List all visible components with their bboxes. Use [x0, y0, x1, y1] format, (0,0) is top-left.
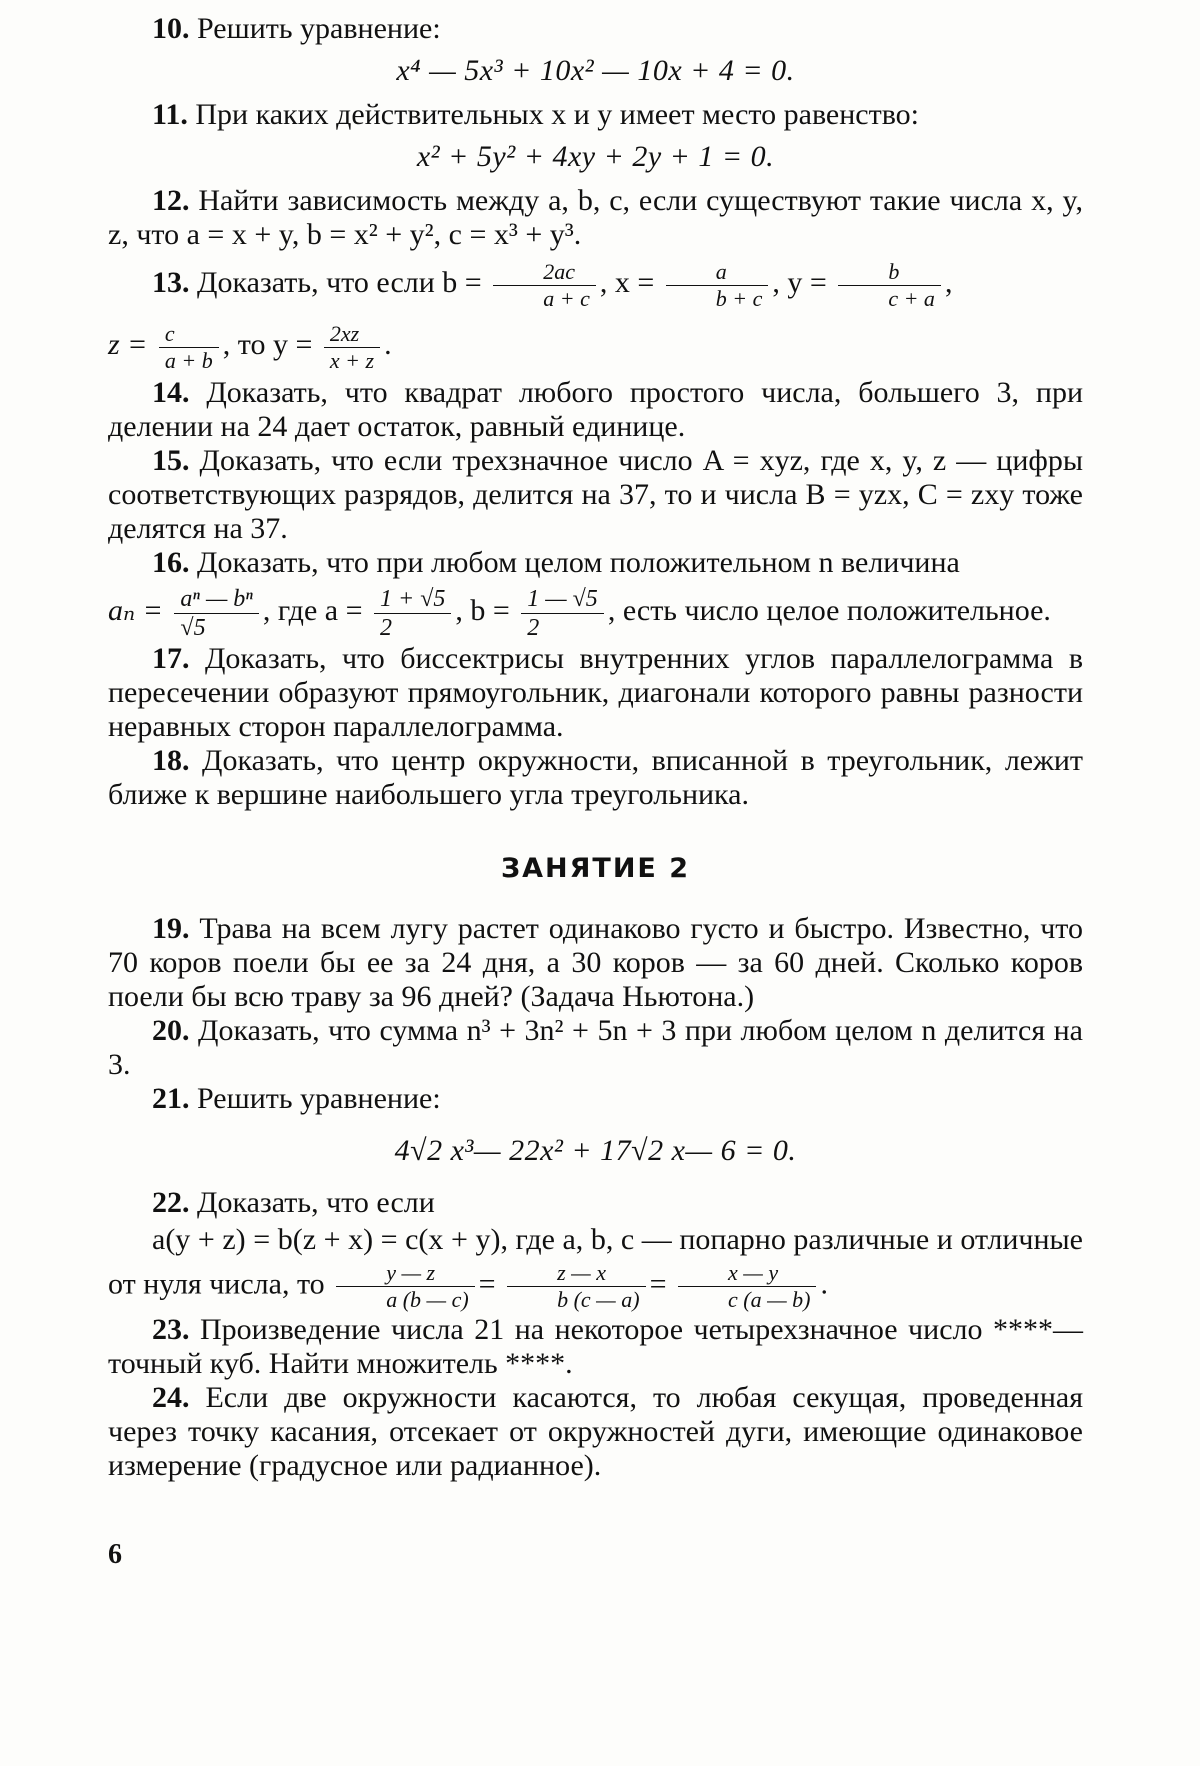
math-text: aₙ = — [108, 594, 163, 627]
problem-text: a(y + z) = b(z + x) = c(x + y), где a, b, c — попарно различные и отличные от нуля числа, то — [108, 1223, 1083, 1301]
problem-number: 19. — [152, 912, 190, 945]
problem-16 — [108, 546, 1083, 580]
problem-text: Доказать, что квадрат любого простого числа, большего 3, при делении на 24 дает остаток, равный единице. — [108, 376, 1083, 443]
problem-text: Решить уравнение: — [197, 1082, 441, 1115]
problem-text: Доказать, что если трехзначное число A = xyz, где x, y, z — цифры соответствующих разрядов, делится на 37, то и числа B = yzx, C = zxy тоже делятся на 37. — [108, 444, 1083, 545]
problem-number: 12. — [152, 184, 190, 217]
problem-18 — [108, 744, 1083, 812]
section-heading: ЗАНЯТИЕ 2 — [500, 853, 691, 884]
problem-number: 21. — [152, 1082, 190, 1115]
fraction: $\frac{2xz}{x + z}$ — [324, 321, 380, 374]
problem-number: 17. — [152, 642, 190, 675]
math-text: z = — [108, 328, 148, 361]
fraction: $\frac{\text{aⁿ — bⁿ}}{√5}$ — [174, 585, 258, 642]
math-text: , b = — [455, 594, 510, 627]
problem-13: 13. Доказать, что если b = $\frac{2ac}{a + c}$ , x = $\frac{a}{b + c}$ , y = $\frac{b}{c + a}$ , — [152, 258, 953, 311]
page-number: 6 — [108, 1539, 122, 1570]
problem-22 — [108, 1186, 1083, 1220]
problem-number: 24. — [152, 1381, 190, 1414]
problem-text: Трава на всем лугу растет одинаково густо и быстро. Известно, что 70 коров поели бы ее за 24 дня, а 30 коров — за 60 дней. Сколько коров поели бы всю траву за 96 дней? (Задача Ньютона.) — [108, 912, 1084, 1013]
problem-24 — [108, 1381, 1083, 1483]
math-text: , y = — [772, 266, 827, 299]
fraction: $\frac{x — y}{c (a — b)}$ — [678, 1260, 816, 1313]
problem-number: 16. — [152, 546, 190, 579]
fraction: $\frac{z — x}{b (c — a)}$ — [507, 1260, 645, 1313]
math-text: , то y = — [222, 328, 313, 361]
problem-text: Доказать, что при любом целом положительном n величина — [197, 546, 960, 579]
problem-23 — [108, 1313, 1083, 1381]
problem-text: , есть число целое положительное. — [607, 594, 1051, 627]
problem-13-line2: z = $\frac{c}{a + b}$ , то y = $\frac{2xz}{x + z}$ . — [108, 320, 392, 373]
problem-text: Доказать, что центр окружности, вписанной в треугольник, лежит ближе к вершине наибольшего угла треугольника. — [108, 744, 1084, 811]
problem-number: 23. — [152, 1313, 190, 1346]
problem-10 — [108, 12, 1083, 46]
problem-text: Доказать, что если — [197, 1186, 435, 1219]
problem-text: Произведение числа 21 на некоторое четырехзначное число ****— точный куб. Найти множитель ****. — [108, 1313, 1083, 1380]
problem-number: 11. — [152, 98, 188, 131]
fraction: $\frac{y — z}{a (b — c)}$ — [336, 1260, 474, 1313]
problem-11 — [108, 98, 1083, 132]
problem-text: Доказать, что если b = — [197, 266, 482, 299]
problem-number: 14. — [152, 376, 190, 409]
problem-number: 18. — [152, 744, 190, 777]
equation-10: x⁴ — 5x³ + 10x² — 10x + 4 = 0. — [396, 54, 795, 87]
problem-number: 22. — [152, 1186, 190, 1219]
problem-text: Решить уравнение: — [197, 12, 441, 45]
problem-number: 15. — [152, 444, 190, 477]
problem-number: 13. — [152, 266, 190, 299]
fraction: $\frac{b}{c + a}$ — [838, 259, 941, 312]
problem-20 — [108, 1014, 1083, 1082]
problem-22-body: a(y + z) = b(z + x) = c(x + y), где a, b, c — попарно различные и отличные от нуля числа, то $\frac{y — z}{a (b — c)}$ = $\frac{z — x}{b (c — a)}$ = $\frac{x — y}{c (a — b)}$ . — [108, 1223, 1083, 1312]
problem-text: Доказать, что биссектрисы внутренних углов параллелограмма в пересечении образуют прямоугольник, диагонали которого равны разности неравных сторон параллелограмма. — [108, 642, 1083, 743]
problem-text: Если две окружности касаются, то любая секущая, проведенная через точку касания, отсекает от окружностей дуги, имеющие одинаковое измерение (градусное или радианное). — [108, 1381, 1083, 1482]
fraction: $\frac{a}{b + c}$ — [666, 259, 769, 312]
fraction: $\frac{c}{a + b}$ — [159, 321, 219, 374]
page-content — [108, 12, 1083, 1483]
problem-12 — [108, 184, 1083, 252]
equation-21: 4√2 x³— 22x² + 17√2 x— 6 = 0. — [394, 1134, 797, 1167]
problem-number: 20. — [152, 1014, 190, 1047]
problem-text: Найти зависимость между a, b, c, если существуют такие числа x, y, z, что a = x + y, b = x² + y², c = x³ + y³. — [108, 184, 1084, 251]
math-text: , x = — [599, 266, 655, 299]
problem-19 — [108, 912, 1083, 1014]
problem-text: Доказать, что сумма n³ + 3n² + 5n + 3 при любом целом n делится на 3. — [108, 1014, 1084, 1081]
fraction: $\frac{1 — √5}{2}$ — [521, 585, 604, 642]
problem-17 — [108, 642, 1083, 744]
problem-text: При каких действительных x и y имеет место равенство: — [195, 98, 920, 131]
problem-16-formula — [108, 580, 1083, 642]
problem-number: 10. — [152, 12, 190, 45]
fraction: $\frac{1 + √5}{2}$ — [374, 585, 451, 642]
problem-21 — [108, 1082, 1083, 1116]
equation-11: x² + 5y² + 4xy + 2y + 1 = 0. — [416, 140, 775, 173]
math-text: , где a = — [262, 594, 363, 627]
fraction: $\frac{2ac}{a + c}$ — [493, 259, 596, 312]
problem-15 — [108, 444, 1083, 546]
problem-14 — [108, 376, 1083, 444]
